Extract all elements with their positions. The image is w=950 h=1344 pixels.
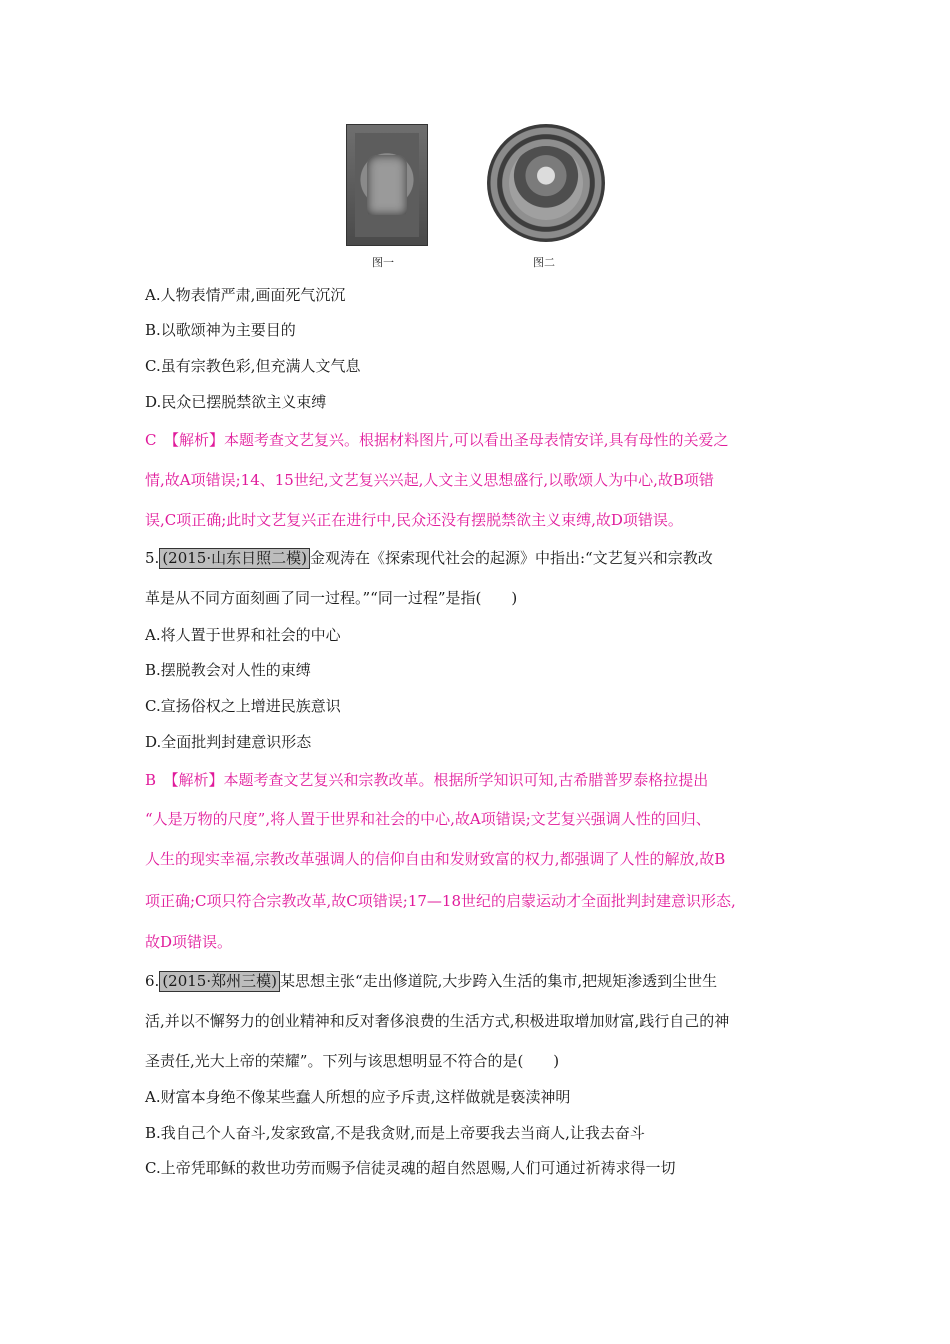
q5-stem-line xyxy=(145,547,713,569)
q5-analysis-line: 故D项错误。 xyxy=(145,933,233,951)
source-tag: (2015·郑州三模) xyxy=(159,971,280,992)
question-number: 6. xyxy=(145,972,160,990)
q5-analysis-line: 人生的现实幸福,宗教改革强调人的信仰自由和发财致富的权力,都强调了人性的解放,故B xyxy=(145,850,726,868)
q4-analysis-line: 情,故A项错误;14、15世纪,文艺复兴兴起,人文主义思想盛行,以歌颂人为中心,故B项错 xyxy=(145,471,714,489)
q5-option-d: D.全面批判封建意识形态 xyxy=(145,733,312,751)
q4-option-a: A.人物表情严肃,画面死气沉沉 xyxy=(145,286,346,304)
q5-stem-text: 金观涛在《探索现代社会的起源》中指出:“文艺复兴和宗教改 xyxy=(309,549,713,567)
q5-analysis-line: “人是万物的尺度”,将人置于世界和社会的中心,故A项错误;文艺复兴强调人性的回归、 xyxy=(145,810,711,828)
q4-analysis-line: C 【解析】本题考查文艺复兴。根据材料图片,可以看出圣母表情安详,具有母性的关爱之 xyxy=(145,431,729,449)
figure-two-caption: 图二 xyxy=(533,256,555,269)
q4-option-d: D.民众已摆脱禁欲主义束缚 xyxy=(145,393,327,411)
q6-option-c: C.上帝凭耶稣的救世功劳而赐予信徒灵魂的超自然恩赐,人们可通过祈祷求得一切 xyxy=(145,1159,676,1177)
question-number: 5. xyxy=(145,549,160,567)
figure-area xyxy=(0,118,950,278)
figure-two-tondo-painting xyxy=(487,124,605,242)
q5-analysis-line: B 【解析】本题考查文艺复兴和宗教改革。根据所学知识可知,古希腊普罗泰格拉提出 xyxy=(145,771,709,789)
q6-stem-line xyxy=(145,970,717,992)
figure-one-caption: 图一 xyxy=(372,256,394,269)
q4-option-c: C.虽有宗教色彩,但充满人文气息 xyxy=(145,357,361,375)
q6-option-b: B.我自己个人奋斗,发家致富,不是我贪财,而是上帝要我去当商人,让我去奋斗 xyxy=(145,1124,645,1142)
q5-stem-line: 革是从不同方面刻画了同一过程。”“同一过程”是指( ) xyxy=(145,589,518,607)
q6-stem-line: 活,并以不懈努力的创业精神和反对奢侈浪费的生活方式,积极进取增加财富,践行自己的神 xyxy=(145,1012,730,1030)
figure-one-painting xyxy=(346,124,428,246)
q5-option-b: B.摆脱教会对人性的束缚 xyxy=(145,661,311,679)
q5-option-a: A.将人置于世界和社会的中心 xyxy=(145,626,341,644)
q4-analysis-line: 误,C项正确;此时文艺复兴正在进行中,民众还没有摆脱禁欲主义束缚,故D项错误。 xyxy=(145,511,683,529)
q6-stem-line: 圣责任,光大上帝的荣耀”。下列与该思想明显不符合的是( ) xyxy=(145,1052,560,1070)
source-tag: (2015·山东日照二模) xyxy=(159,548,310,569)
q5-analysis-line: 项正确;C项只符合宗教改革,故C项错误;17—18世纪的启蒙运动才全面批判封建意识形态, xyxy=(145,892,736,910)
q5-option-c: C.宣扬俗权之上增进民族意识 xyxy=(145,697,341,715)
q6-option-a: A.财富本身绝不像某些蠢人所想的应予斥责,这样做就是亵渎神明 xyxy=(145,1088,571,1106)
q6-stem-text: 某思想主张“走出修道院,大步跨入生活的集市,把规矩渗透到尘世生 xyxy=(279,972,718,990)
q4-option-b: B.以歌颂神为主要目的 xyxy=(145,321,296,339)
